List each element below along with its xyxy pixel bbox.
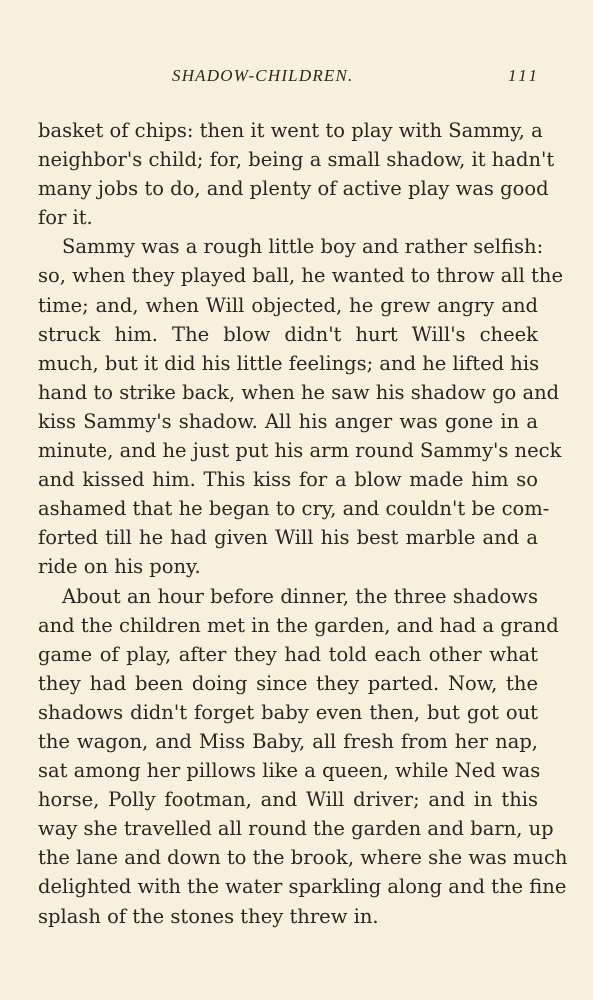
text-line: way she travelled all round the garden and barn, up (38, 817, 554, 841)
text-line: forted till he had given Will his best marble and a (38, 526, 538, 550)
text-line: the wagon, and Miss Baby, all fresh from her nap, (38, 729, 538, 753)
text-line: neighbor's child; for, being a small shadow, it hadn't (38, 148, 555, 172)
text-line: delighted with the water sparkling along and the fine (38, 875, 567, 899)
text-line: ashamed that he began to cry, and couldn't be com- (38, 497, 550, 521)
text-line: struck him. The blow didn't hurt Will's cheek (38, 322, 538, 346)
text-line: minute, and he just put his arm round Sammy's neck (38, 439, 562, 463)
running-head: SHADOW-CHILDREN. (172, 66, 354, 85)
text-line: basket of chips: then it went to play with Sammy, a (38, 119, 543, 142)
text-line: horse, Polly footman, and Will driver; and in this (38, 788, 538, 812)
text-line: many jobs to do, and plenty of active play was good (38, 177, 549, 201)
text-line: and the children met in the garden, and had a grand (38, 613, 559, 637)
text-line: sat among her pillows like a queen, while Ned was (38, 759, 541, 783)
text-line: so, when they played ball, he wanted to throw all the (38, 264, 563, 288)
text-line: shadows didn't forget baby even then, but got out (38, 700, 538, 724)
text-line: they had been doing since they parted. Now, the (38, 671, 538, 695)
page-number: 111 (508, 66, 540, 85)
text-line: ride on his pony. (38, 555, 201, 579)
text-line: kiss Sammy's shadow. All his anger was gone in a (38, 409, 538, 433)
text-line: hand to strike back, when he saw his shadow go and (38, 380, 560, 404)
text-line: much, but it did his little feelings; and he lifted his (38, 351, 540, 375)
text-line: splash of the stones they threw in. (38, 904, 379, 928)
page-header (0, 66, 593, 90)
text-line: About an hour before dinner, the three shadows (62, 584, 538, 608)
text-line: time; and, when Will objected, he grew angry and (38, 293, 538, 317)
text-line: the lane and down to the brook, where she was much (38, 846, 568, 870)
text-line: game of play, after they had told each other what (38, 642, 538, 666)
text-line: and kissed him. This kiss for a blow made him so (38, 468, 538, 492)
text-line: Sammy was a rough little boy and rather selfish: (62, 235, 544, 259)
body-text (38, 116, 568, 931)
text-line: for it. (38, 206, 93, 230)
